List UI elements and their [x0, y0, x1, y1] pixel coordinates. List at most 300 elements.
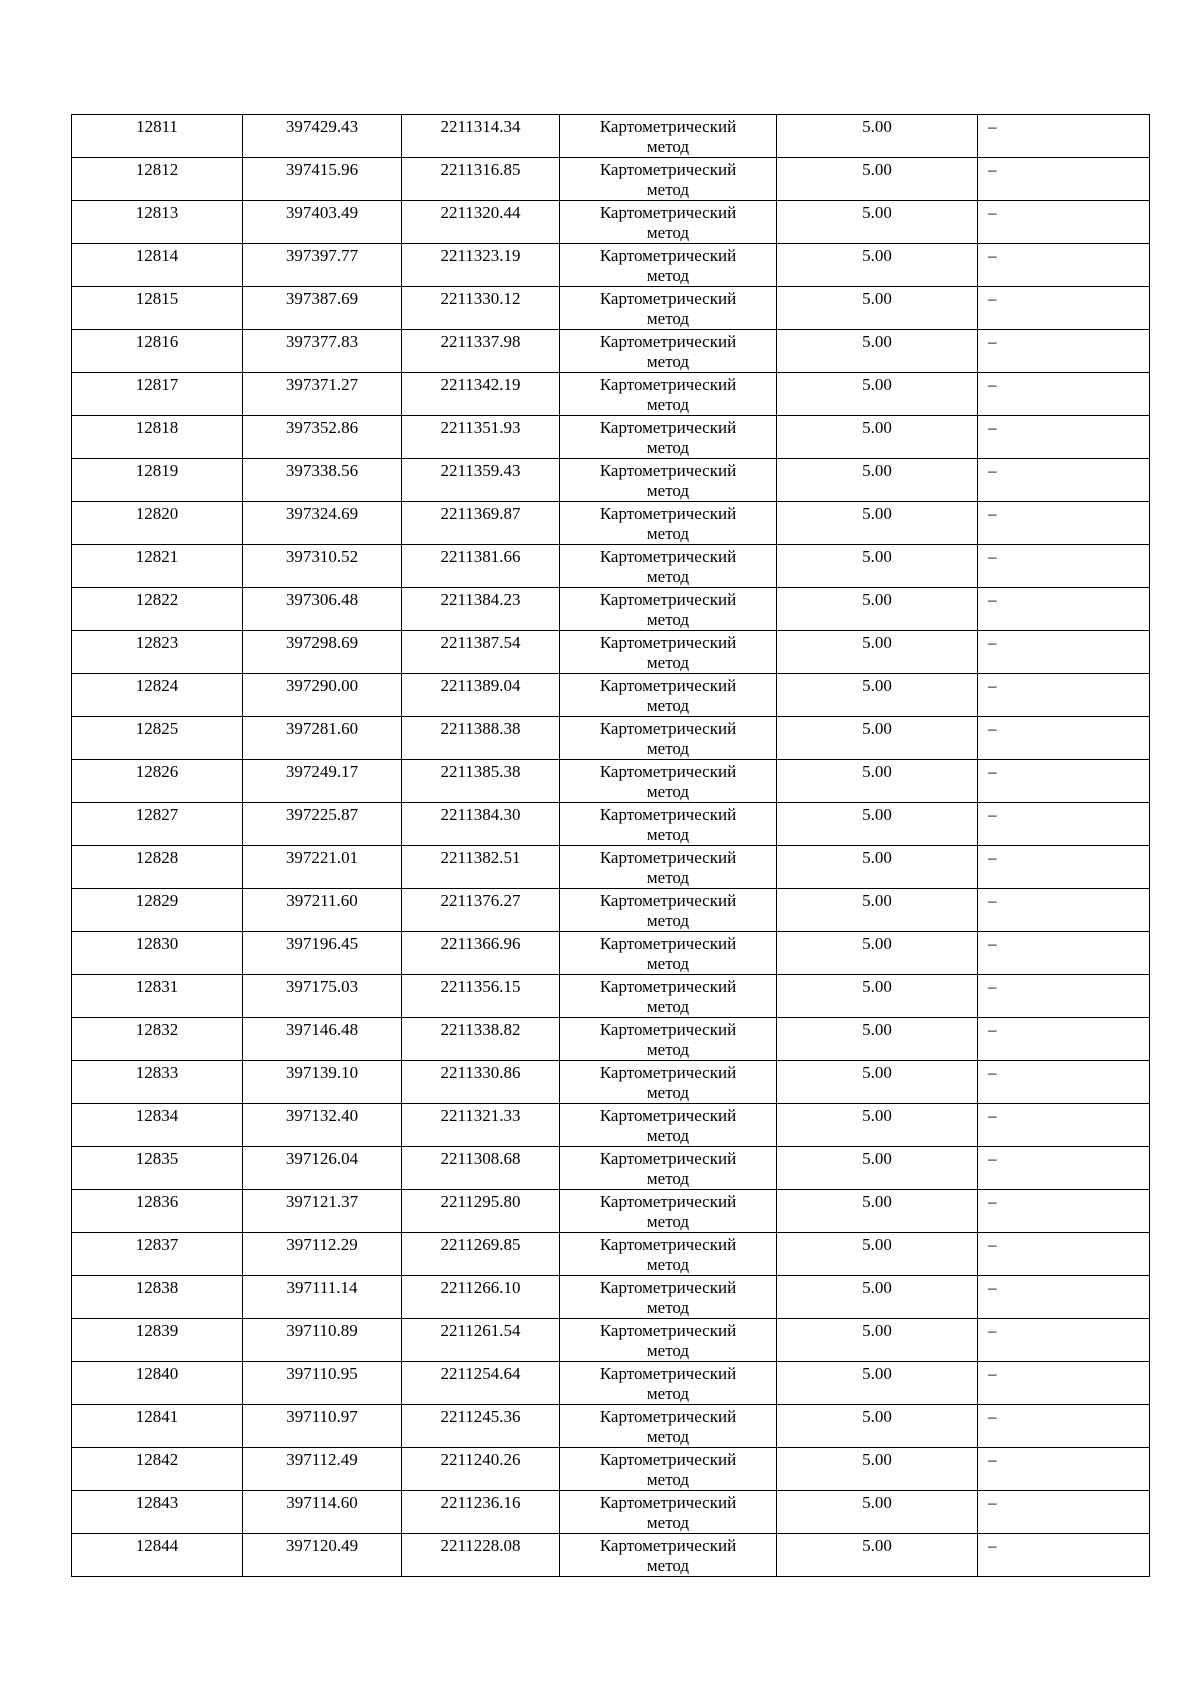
method-line-1: Картометрический: [599, 805, 737, 824]
method-line-1: Картометрический: [599, 1364, 737, 1383]
x-coordinate-cell: 397175.03: [243, 975, 402, 1018]
point-number-cell: 12837: [72, 1233, 243, 1276]
method-line-2: метод: [646, 395, 690, 414]
point-number-cell: 12816: [72, 330, 243, 373]
method-line-2: метод: [646, 1513, 690, 1532]
method-line-2: метод: [646, 1556, 690, 1575]
accuracy-cell: 5.00: [777, 158, 978, 201]
accuracy-cell: 5.00: [777, 803, 978, 846]
table-row: [72, 1491, 1150, 1534]
x-coordinate-cell: 397371.27: [243, 373, 402, 416]
method-line-1: Картометрический: [599, 762, 737, 781]
method-line-1: Картометрический: [599, 1278, 737, 1297]
point-number-cell: 12815: [72, 287, 243, 330]
y-coordinate-cell: 2211228.08: [402, 1534, 560, 1577]
method-line-2: метод: [646, 1212, 690, 1231]
method-line-1: Картометрический: [599, 289, 737, 308]
method-cell: [560, 760, 777, 803]
x-coordinate-cell: 397415.96: [243, 158, 402, 201]
y-coordinate-cell: 2211245.36: [402, 1405, 560, 1448]
method-line-2: метод: [646, 653, 690, 672]
note-cell: –: [978, 932, 1150, 975]
y-coordinate-cell: 2211338.82: [402, 1018, 560, 1061]
method-line-2: метод: [646, 1298, 690, 1317]
accuracy-cell: 5.00: [777, 932, 978, 975]
x-coordinate-cell: 397112.29: [243, 1233, 402, 1276]
y-coordinate-cell: 2211369.87: [402, 502, 560, 545]
method-line-2: метод: [646, 739, 690, 758]
note-cell: –: [978, 459, 1150, 502]
method-line-1: Картометрический: [599, 1321, 737, 1340]
method-line-1: Картометрический: [599, 891, 737, 910]
note-cell: –: [978, 244, 1150, 287]
note-cell: –: [978, 1233, 1150, 1276]
method-line-1: Картометрический: [599, 848, 737, 867]
method-cell: [560, 631, 777, 674]
point-number-cell: 12835: [72, 1147, 243, 1190]
point-number-cell: 12829: [72, 889, 243, 932]
method-line-1: Картометрический: [599, 332, 737, 351]
x-coordinate-cell: 397114.60: [243, 1491, 402, 1534]
accuracy-cell: 5.00: [777, 846, 978, 889]
method-cell: [560, 717, 777, 760]
table-row: [72, 1233, 1150, 1276]
y-coordinate-cell: 2211321.33: [402, 1104, 560, 1147]
method-line-2: метод: [646, 567, 690, 586]
method-cell: [560, 1319, 777, 1362]
table-row: [72, 1147, 1150, 1190]
note-cell: –: [978, 1190, 1150, 1233]
method-line-1: Картометрический: [599, 1020, 737, 1039]
table-row: [72, 545, 1150, 588]
y-coordinate-cell: 2211359.43: [402, 459, 560, 502]
method-line-1: Картометрический: [599, 418, 737, 437]
table-row: [72, 201, 1150, 244]
y-coordinate-cell: 2211323.19: [402, 244, 560, 287]
point-number-cell: 12827: [72, 803, 243, 846]
method-cell: [560, 975, 777, 1018]
method-line-2: метод: [646, 180, 690, 199]
method-line-1: Картометрический: [599, 1407, 737, 1426]
method-cell: [560, 1405, 777, 1448]
point-number-cell: 12842: [72, 1448, 243, 1491]
y-coordinate-cell: 2211308.68: [402, 1147, 560, 1190]
accuracy-cell: 5.00: [777, 502, 978, 545]
method-line-1: Картометрический: [599, 1149, 737, 1168]
accuracy-cell: 5.00: [777, 416, 978, 459]
point-number-cell: 12841: [72, 1405, 243, 1448]
y-coordinate-cell: 2211387.54: [402, 631, 560, 674]
method-cell: [560, 1448, 777, 1491]
x-coordinate-cell: 397110.89: [243, 1319, 402, 1362]
point-number-cell: 12817: [72, 373, 243, 416]
y-coordinate-cell: 2211316.85: [402, 158, 560, 201]
table-row: [72, 1405, 1150, 1448]
y-coordinate-cell: 2211384.23: [402, 588, 560, 631]
table-row: [72, 932, 1150, 975]
table-row: [72, 1061, 1150, 1104]
note-cell: –: [978, 1276, 1150, 1319]
method-cell: [560, 1061, 777, 1104]
x-coordinate-cell: 397281.60: [243, 717, 402, 760]
y-coordinate-cell: 2211266.10: [402, 1276, 560, 1319]
method-line-2: метод: [646, 352, 690, 371]
table-row: [72, 244, 1150, 287]
x-coordinate-cell: 397110.95: [243, 1362, 402, 1405]
y-coordinate-cell: 2211342.19: [402, 373, 560, 416]
method-line-1: Картометрический: [599, 203, 737, 222]
method-line-2: метод: [646, 137, 690, 156]
x-coordinate-cell: 397139.10: [243, 1061, 402, 1104]
table-row: [72, 717, 1150, 760]
method-line-2: метод: [646, 223, 690, 242]
accuracy-cell: 5.00: [777, 201, 978, 244]
point-number-cell: 12825: [72, 717, 243, 760]
y-coordinate-cell: 2211351.93: [402, 416, 560, 459]
point-number-cell: 12820: [72, 502, 243, 545]
note-cell: –: [978, 1061, 1150, 1104]
accuracy-cell: 5.00: [777, 1233, 978, 1276]
accuracy-cell: 5.00: [777, 1448, 978, 1491]
x-coordinate-cell: 397397.77: [243, 244, 402, 287]
x-coordinate-cell: 397112.49: [243, 1448, 402, 1491]
accuracy-cell: 5.00: [777, 287, 978, 330]
y-coordinate-cell: 2211261.54: [402, 1319, 560, 1362]
accuracy-cell: 5.00: [777, 115, 978, 158]
method-line-2: метод: [646, 997, 690, 1016]
method-line-1: Картометрический: [599, 934, 737, 953]
accuracy-cell: 5.00: [777, 545, 978, 588]
note-cell: –: [978, 287, 1150, 330]
note-cell: –: [978, 631, 1150, 674]
y-coordinate-cell: 2211269.85: [402, 1233, 560, 1276]
method-line-1: Картометрический: [599, 1536, 737, 1555]
accuracy-cell: 5.00: [777, 588, 978, 631]
point-number-cell: 12836: [72, 1190, 243, 1233]
point-number-cell: 12814: [72, 244, 243, 287]
method-cell: [560, 1018, 777, 1061]
method-line-2: метод: [646, 696, 690, 715]
y-coordinate-cell: 2211381.66: [402, 545, 560, 588]
y-coordinate-cell: 2211254.64: [402, 1362, 560, 1405]
table-row: [72, 416, 1150, 459]
table-row: [72, 760, 1150, 803]
method-cell: [560, 889, 777, 932]
y-coordinate-cell: 2211389.04: [402, 674, 560, 717]
note-cell: –: [978, 502, 1150, 545]
note-cell: –: [978, 588, 1150, 631]
method-line-2: метод: [646, 1040, 690, 1059]
x-coordinate-cell: 397338.56: [243, 459, 402, 502]
y-coordinate-cell: 2211295.80: [402, 1190, 560, 1233]
method-line-2: метод: [646, 1384, 690, 1403]
note-cell: –: [978, 760, 1150, 803]
note-cell: –: [978, 115, 1150, 158]
method-line-1: Картометрический: [599, 977, 737, 996]
note-cell: –: [978, 1018, 1150, 1061]
point-number-cell: 12828: [72, 846, 243, 889]
method-cell: [560, 588, 777, 631]
point-number-cell: 12838: [72, 1276, 243, 1319]
note-cell: –: [978, 1405, 1150, 1448]
x-coordinate-cell: 397126.04: [243, 1147, 402, 1190]
method-cell: [560, 1276, 777, 1319]
accuracy-cell: 5.00: [777, 1147, 978, 1190]
method-cell: [560, 1233, 777, 1276]
x-coordinate-cell: 397324.69: [243, 502, 402, 545]
method-line-2: метод: [646, 309, 690, 328]
accuracy-cell: 5.00: [777, 1276, 978, 1319]
accuracy-cell: 5.00: [777, 1319, 978, 1362]
note-cell: –: [978, 545, 1150, 588]
point-number-cell: 12831: [72, 975, 243, 1018]
accuracy-cell: 5.00: [777, 1104, 978, 1147]
table-row: [72, 330, 1150, 373]
table-row: [72, 803, 1150, 846]
method-cell: [560, 1104, 777, 1147]
method-line-1: Картометрический: [599, 676, 737, 695]
method-line-2: метод: [646, 524, 690, 543]
note-cell: –: [978, 1534, 1150, 1577]
coordinates-table-body: [72, 115, 1150, 1577]
note-cell: –: [978, 1104, 1150, 1147]
accuracy-cell: 5.00: [777, 330, 978, 373]
method-cell: [560, 1362, 777, 1405]
y-coordinate-cell: 2211366.96: [402, 932, 560, 975]
method-line-1: Картометрический: [599, 1106, 737, 1125]
y-coordinate-cell: 2211382.51: [402, 846, 560, 889]
method-line-2: метод: [646, 1126, 690, 1145]
y-coordinate-cell: 2211240.26: [402, 1448, 560, 1491]
x-coordinate-cell: 397120.49: [243, 1534, 402, 1577]
table-row: [72, 674, 1150, 717]
method-cell: [560, 459, 777, 502]
method-line-2: метод: [646, 1470, 690, 1489]
note-cell: –: [978, 158, 1150, 201]
accuracy-cell: 5.00: [777, 1190, 978, 1233]
table-row: [72, 373, 1150, 416]
method-cell: [560, 373, 777, 416]
x-coordinate-cell: 397121.37: [243, 1190, 402, 1233]
method-cell: [560, 244, 777, 287]
x-coordinate-cell: 397111.14: [243, 1276, 402, 1319]
x-coordinate-cell: 397290.00: [243, 674, 402, 717]
point-number-cell: 12839: [72, 1319, 243, 1362]
point-number-cell: 12843: [72, 1491, 243, 1534]
method-line-1: Картометрический: [599, 117, 737, 136]
coordinates-table: [71, 114, 1150, 1577]
accuracy-cell: 5.00: [777, 244, 978, 287]
y-coordinate-cell: 2211337.98: [402, 330, 560, 373]
x-coordinate-cell: 397225.87: [243, 803, 402, 846]
point-number-cell: 12833: [72, 1061, 243, 1104]
method-cell: [560, 1534, 777, 1577]
x-coordinate-cell: 397110.97: [243, 1405, 402, 1448]
method-cell: [560, 1147, 777, 1190]
method-line-2: метод: [646, 1083, 690, 1102]
method-line-2: метод: [646, 481, 690, 500]
table-row: [72, 502, 1150, 545]
accuracy-cell: 5.00: [777, 373, 978, 416]
point-number-cell: 12834: [72, 1104, 243, 1147]
x-coordinate-cell: 397310.52: [243, 545, 402, 588]
table-row: [72, 1190, 1150, 1233]
method-line-1: Картометрический: [599, 1450, 737, 1469]
point-number-cell: 12824: [72, 674, 243, 717]
table-row: [72, 1104, 1150, 1147]
note-cell: –: [978, 1362, 1150, 1405]
method-line-2: метод: [646, 610, 690, 629]
y-coordinate-cell: 2211330.86: [402, 1061, 560, 1104]
table-row: [72, 1276, 1150, 1319]
note-cell: –: [978, 330, 1150, 373]
method-cell: [560, 674, 777, 717]
note-cell: –: [978, 717, 1150, 760]
method-line-1: Картометрический: [599, 547, 737, 566]
method-cell: [560, 932, 777, 975]
method-cell: [560, 416, 777, 459]
note-cell: –: [978, 1319, 1150, 1362]
method-cell: [560, 287, 777, 330]
method-line-1: Картометрический: [599, 504, 737, 523]
accuracy-cell: 5.00: [777, 1491, 978, 1534]
method-line-1: Картометрический: [599, 160, 737, 179]
method-line-2: метод: [646, 825, 690, 844]
table-row: [72, 1018, 1150, 1061]
note-cell: –: [978, 373, 1150, 416]
table-row: [72, 158, 1150, 201]
method-line-1: Картометрический: [599, 1493, 737, 1512]
table-row: [72, 975, 1150, 1018]
method-line-2: метод: [646, 1169, 690, 1188]
point-number-cell: 12818: [72, 416, 243, 459]
accuracy-cell: 5.00: [777, 631, 978, 674]
method-cell: [560, 545, 777, 588]
note-cell: –: [978, 889, 1150, 932]
accuracy-cell: 5.00: [777, 760, 978, 803]
note-cell: –: [978, 1448, 1150, 1491]
note-cell: –: [978, 846, 1150, 889]
method-line-1: Картометрический: [599, 1235, 737, 1254]
method-cell: [560, 803, 777, 846]
table-row: [72, 889, 1150, 932]
accuracy-cell: 5.00: [777, 889, 978, 932]
method-line-1: Картометрический: [599, 1063, 737, 1082]
y-coordinate-cell: 2211236.16: [402, 1491, 560, 1534]
y-coordinate-cell: 2211356.15: [402, 975, 560, 1018]
point-number-cell: 12823: [72, 631, 243, 674]
method-line-2: метод: [646, 954, 690, 973]
method-line-2: метод: [646, 782, 690, 801]
y-coordinate-cell: 2211385.38: [402, 760, 560, 803]
y-coordinate-cell: 2211384.30: [402, 803, 560, 846]
accuracy-cell: 5.00: [777, 459, 978, 502]
note-cell: –: [978, 1147, 1150, 1190]
note-cell: –: [978, 803, 1150, 846]
accuracy-cell: 5.00: [777, 1018, 978, 1061]
point-number-cell: 12822: [72, 588, 243, 631]
y-coordinate-cell: 2211388.38: [402, 717, 560, 760]
table-row: [72, 1448, 1150, 1491]
note-cell: –: [978, 975, 1150, 1018]
y-coordinate-cell: 2211330.12: [402, 287, 560, 330]
accuracy-cell: 5.00: [777, 1362, 978, 1405]
x-coordinate-cell: 397146.48: [243, 1018, 402, 1061]
x-coordinate-cell: 397387.69: [243, 287, 402, 330]
method-cell: [560, 201, 777, 244]
point-number-cell: 12819: [72, 459, 243, 502]
method-cell: [560, 846, 777, 889]
x-coordinate-cell: 397306.48: [243, 588, 402, 631]
method-cell: [560, 502, 777, 545]
method-line-1: Картометрический: [599, 246, 737, 265]
method-line-2: метод: [646, 911, 690, 930]
x-coordinate-cell: 397211.60: [243, 889, 402, 932]
method-cell: [560, 1190, 777, 1233]
x-coordinate-cell: 397132.40: [243, 1104, 402, 1147]
note-cell: –: [978, 1491, 1150, 1534]
accuracy-cell: 5.00: [777, 1061, 978, 1104]
point-number-cell: 12812: [72, 158, 243, 201]
note-cell: –: [978, 674, 1150, 717]
method-line-1: Картометрический: [599, 375, 737, 394]
method-line-2: метод: [646, 266, 690, 285]
method-cell: [560, 158, 777, 201]
point-number-cell: 12826: [72, 760, 243, 803]
note-cell: –: [978, 416, 1150, 459]
note-cell: –: [978, 201, 1150, 244]
method-line-1: Картометрический: [599, 590, 737, 609]
x-coordinate-cell: 397298.69: [243, 631, 402, 674]
table-row: [72, 287, 1150, 330]
table-row: [72, 1362, 1150, 1405]
method-cell: [560, 1491, 777, 1534]
point-number-cell: 12840: [72, 1362, 243, 1405]
x-coordinate-cell: 397249.17: [243, 760, 402, 803]
table-row: [72, 588, 1150, 631]
x-coordinate-cell: 397196.45: [243, 932, 402, 975]
table-row: [72, 1534, 1150, 1577]
accuracy-cell: 5.00: [777, 1534, 978, 1577]
table-row: [72, 846, 1150, 889]
accuracy-cell: 5.00: [777, 674, 978, 717]
table-row: [72, 1319, 1150, 1362]
point-number-cell: 12813: [72, 201, 243, 244]
y-coordinate-cell: 2211314.34: [402, 115, 560, 158]
x-coordinate-cell: 397403.49: [243, 201, 402, 244]
method-cell: [560, 115, 777, 158]
method-line-1: Картометрический: [599, 633, 737, 652]
point-number-cell: 12830: [72, 932, 243, 975]
x-coordinate-cell: 397429.43: [243, 115, 402, 158]
method-line-1: Картометрический: [599, 719, 737, 738]
accuracy-cell: 5.00: [777, 717, 978, 760]
x-coordinate-cell: 397221.01: [243, 846, 402, 889]
accuracy-cell: 5.00: [777, 1405, 978, 1448]
accuracy-cell: 5.00: [777, 975, 978, 1018]
x-coordinate-cell: 397377.83: [243, 330, 402, 373]
table-row: [72, 115, 1150, 158]
point-number-cell: 12832: [72, 1018, 243, 1061]
y-coordinate-cell: 2211320.44: [402, 201, 560, 244]
table-row: [72, 631, 1150, 674]
method-line-2: метод: [646, 438, 690, 457]
method-line-2: метод: [646, 1255, 690, 1274]
point-number-cell: 12811: [72, 115, 243, 158]
method-line-2: метод: [646, 1341, 690, 1360]
method-line-1: Картометрический: [599, 461, 737, 480]
table-row: [72, 459, 1150, 502]
